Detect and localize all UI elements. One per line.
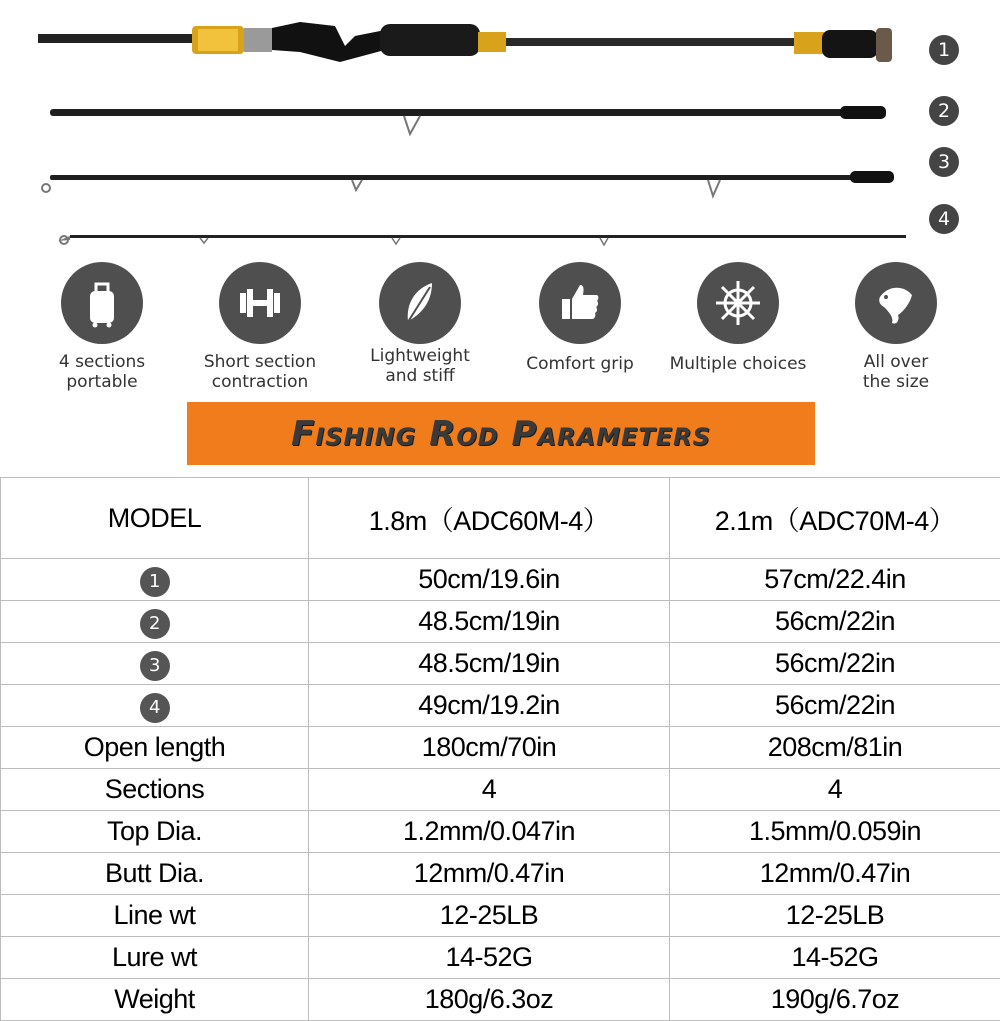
row-label: Open length (1, 727, 309, 769)
dumbbell-icon (219, 262, 301, 344)
feature-label-line1: Short section (180, 352, 340, 372)
table-row (1, 559, 1000, 601)
feature-label-line2: the size (816, 372, 976, 392)
feature-label-line1: 4 sections (22, 352, 182, 372)
row-label: Top Dia. (1, 811, 309, 853)
row-label: Butt Dia. (1, 853, 309, 895)
table-cell: 12-25LB (309, 895, 670, 937)
table-cell: 56cm/22in (670, 643, 1000, 685)
row-label: Line wt (1, 895, 309, 937)
table-row (1, 643, 1000, 685)
fish-icon (855, 262, 937, 344)
table-row (1, 895, 1000, 937)
table-cell: 4 (670, 769, 1000, 811)
feature-multiple-choices (658, 262, 818, 374)
feature-label-line2: portable (22, 372, 182, 392)
luggage-icon (61, 262, 143, 344)
table-row (1, 769, 1000, 811)
feature-label-line1: Multiple choices (658, 354, 818, 374)
feature-lightweight (340, 262, 500, 386)
ship-wheel-icon (697, 262, 779, 344)
section-badge: 3 (140, 651, 170, 681)
table-cell: 48.5cm/19in (309, 643, 670, 685)
table-cell: 180cm/70in (309, 727, 670, 769)
feature-label-line2: and stiff (340, 366, 500, 386)
header-model-1: 1.8m（ADC60M-4） (309, 478, 670, 559)
section-number-4: 4 (929, 204, 959, 234)
feature-portable (22, 262, 182, 392)
section-badge: 1 (140, 567, 170, 597)
table-cell: 12mm/0.47in (309, 853, 670, 895)
parameters-table (0, 477, 1000, 1021)
table-row (1, 727, 1000, 769)
table-cell: 56cm/22in (670, 685, 1000, 727)
table-cell: 208cm/81in (670, 727, 1000, 769)
feather-icon (379, 262, 461, 344)
feature-label-line1: Lightweight (340, 346, 500, 366)
section-badge: 2 (140, 609, 170, 639)
rod-sections-illustration (0, 0, 1000, 255)
section-badge: 4 (140, 693, 170, 723)
table-cell: 48.5cm/19in (309, 601, 670, 643)
rod-section-3 (42, 171, 894, 196)
table-header-row (1, 478, 1000, 559)
feature-short-section (180, 262, 340, 392)
table-cell: 50cm/19.6in (309, 559, 670, 601)
rod-section-4 (58, 235, 906, 245)
table-row (1, 853, 1000, 895)
table-cell: 1.5mm/0.059in (670, 811, 1000, 853)
rod-section-1 (38, 22, 892, 62)
header-model-2: 2.1m（ADC70M-4） (670, 478, 1000, 559)
table-cell: 49cm/19.2in (309, 685, 670, 727)
row-label: Weight (1, 979, 309, 1021)
table-cell: 4 (309, 769, 670, 811)
section-number-2: 2 (929, 96, 959, 126)
table-cell: 1.2mm/0.047in (309, 811, 670, 853)
table-cell: 56cm/22in (670, 601, 1000, 643)
table-row (1, 811, 1000, 853)
thumbs-up-icon (539, 262, 621, 344)
table-row (1, 685, 1000, 727)
table-cell: 14-52G (670, 937, 1000, 979)
row-label: Sections (1, 769, 309, 811)
table-row (1, 937, 1000, 979)
table-cell: 190g/6.7oz (670, 979, 1000, 1021)
table-cell: 57cm/22.4in (670, 559, 1000, 601)
banner-title: Fishing Rod Parameters (291, 414, 711, 454)
parameters-banner (187, 402, 815, 465)
feature-label-line1: All over (816, 352, 976, 372)
table-cell: 180g/6.3oz (309, 979, 670, 1021)
table-cell: 14-52G (309, 937, 670, 979)
table-cell: 12mm/0.47in (670, 853, 1000, 895)
feature-all-sizes (816, 262, 976, 392)
header-model: MODEL (1, 478, 309, 559)
table-row (1, 601, 1000, 643)
feature-label-line2: contraction (180, 372, 340, 392)
rod-section-2 (50, 106, 886, 134)
row-label: Lure wt (1, 937, 309, 979)
feature-comfort-grip (500, 262, 660, 374)
section-number-1: 1 (929, 35, 959, 65)
section-number-3: 3 (929, 147, 959, 177)
rod-sections-drawing (0, 0, 1000, 255)
table-cell: 12-25LB (670, 895, 1000, 937)
feature-label-line1: Comfort grip (500, 354, 660, 374)
